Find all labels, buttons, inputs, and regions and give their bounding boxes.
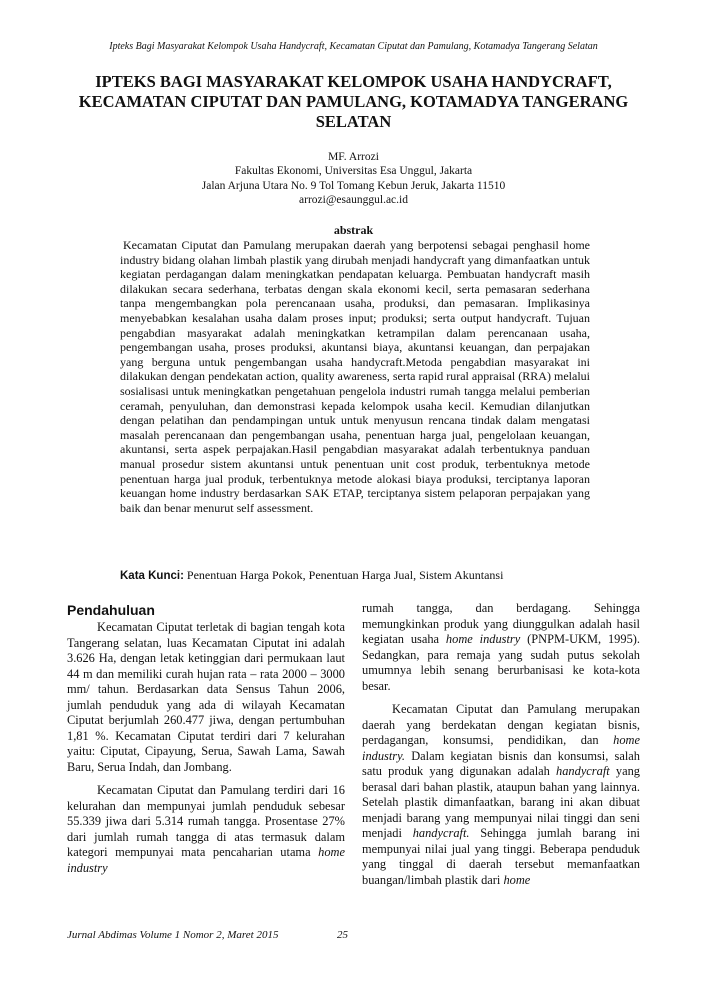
- p3-text-c: yang berasal dari bahan plastik, ataupun bahan yang lainnya. Setelah plastik dimanfaatkan, barang ini akan dibuat menjadi barang yang mempunyai nilai tinggi dan seni menjadi: [362, 764, 640, 840]
- p3-text-d: Sehingga jumlah barang ini mempunyai nilai jual yang tinggi. Beberapa penduduk yang tinggal di daerah tersebut memanfaatkan buangan/limbah plastik dari: [362, 826, 640, 887]
- paper-title: [50, 72, 657, 132]
- abstract-heading: abstrak: [333, 223, 374, 237]
- p3-emphasis-2: handycraft: [556, 764, 610, 778]
- p3-emphasis-3: handycraft.: [412, 826, 470, 840]
- p2-text-b: rumah tangga, dan berdagang. Sehingga memungkinkan produk yang diunggulkan adalah hasil kegiatan usaha: [362, 601, 640, 646]
- title-line-3: SELATAN: [315, 112, 392, 131]
- intro-paragraph-3: [362, 702, 640, 888]
- p2-emphasis-2: home industry: [445, 632, 521, 646]
- p3-emphasis-1: home industry.: [362, 733, 640, 763]
- p2-text-a: Kecamatan Ciputat dan Pamulang terdiri dari 16 kelurahan dan mempunyai jumlah penduduk sebesar 55.339 jiwa dari 5.314 rumah tangga. Prosentase 27% dari jumlah rumah tangga di atas termasuk dalam kategori mempunyai mata pencaharian utama: [67, 783, 345, 859]
- abstract-body: Kecamatan Ciputat dan Pamulang merupakan daerah yang berpotensi sebagai penghasil home industry bidang olahan limbah plastik yang dirubah menjadi handycraft yang dimanfaatkan untuk kegiatan perdagangan dalam meningkatkan pendapatan keluarga. Pembuatan handycraft masih dilakukan secara sederhana, terbatas dengan skala ekonomi kecil, serta pemasaran sederhana tanpa mengembangkan pola perencanaan usaha, produksi, dan pemasaran. Implikasinya menyebabkan kesalahan usaha dalam proses input; produksi; serta output handycraft. Tujuan pengabdian masyarakat adalah meningkatkan ketrampilan dalam perencanaan usaha, pengembangan usaha, proses produksi, akuntansi biaya, akuntansi keuangan, dan perpajakan yang berguna untuk pengembangan usaha handycraft.Metoda pengabdian masyarakat ini dilakukan dengan pendekatan action, quality awareness, serta rapid rural appraisal (RRA) melalui sosialisasi untuk meningkatkan pengetahuan pengelola industri rumah tangga melalui pemberian ceramah, penyuluhan, dan demonstrasi kepada kelompok usaha kecil. Kemudian dilanjutkan dengan pelatihan dan pendampingan untuk untuk menyusun rencana tindak dalam mengatasi masalah perencanaan dan pengembangan usaha, penentuan harga jual, pengelolaan keuangan, akuntansi, serta aspek perpajakan.Hasil pengabdian masyarakat adalah terbentuknya panduan manual prosedur sistem akuntansi untuk penentuan unit cost produk, terbentuknya metode penentuan harga jual produk, terbentuknya metode alokasi biaya produksi, terciptanya laporan keuangan home industry berdasarkan SAK ETAP, terciptanya sistem pelaporan perpajakan yang baik dan benar menurut self assessment.: [120, 238, 590, 515]
- author-email: arrozi@esaunggul.ac.id: [299, 193, 408, 206]
- p2-emphasis: home industry: [67, 845, 345, 875]
- author-name: MF. Arrozi: [328, 151, 379, 163]
- column-left: [67, 601, 345, 876]
- intro-paragraph-1: Kecamatan Ciputat terletak di bagian tengah kota Tangerang selatan, luas Kecamatan Ciputat ini adalah 3.626 Ha, dengan letak ketinggian dari permukaan laut 44 m dan memiliki curah hujan rata – rata 2000 – 3000 mm/ tahun. Berdasarkan data Sensus Tahun 2006, jumlah penduduk yang ada di wilayah Kecamatan Ciputat berjumlah 260.477 jiwa, dengan pertumbuhan 1,81 %. Kecamatan Ciputat terdiri dari 7 kelurahan yaitu: Ciputat, Cipayung, Serua, Sawah Lama, Sawah Baru, Serua Indah, dan Jombang.: [67, 620, 345, 774]
- author-block: [100, 150, 607, 207]
- page-footer: [67, 929, 367, 941]
- p3-text-b: Dalam kegiatan bisnis dan konsumsi, salah satu produk yang digunakan adalah: [362, 748, 640, 778]
- author-address: Jalan Arjuna Utara No. 9 Tol Tomang Kebun Jeruk, Jakarta 11510: [201, 179, 506, 192]
- p3-emphasis-4: home: [503, 872, 531, 887]
- intro-paragraph-2-start: [67, 783, 345, 876]
- journal-citation: Jurnal Abdimas Volume 1 Nomor 2, Maret 2015: [67, 929, 279, 941]
- keywords-label: Kata Kunci:: [120, 570, 184, 582]
- column-right: [362, 601, 640, 888]
- intro-paragraph-2-cont: [362, 601, 640, 694]
- p3-text-a: Kecamatan Ciputat dan Pamulang merupakan daerah yang berdekatan dengan kegiatan bisnis, perdagangan, konsumsi, pendidikan, dan: [362, 702, 640, 747]
- title-line-2: KECAMATAN CIPUTAT DAN PAMULANG, KOTAMADYA TANGERANG: [78, 92, 629, 111]
- p2-text-c: (PNPM-UKM, 1995). Sedangkan, para remaja yang sudah putus sekolah umumnya lebih senang berurbanisasi ke kota-kota besar.: [362, 632, 640, 693]
- keywords-text: Penentuan Harga Pokok, Penentuan Harga Jual, Sistem Akuntansi: [186, 568, 504, 582]
- keywords: [120, 568, 600, 583]
- page-number: 25: [337, 929, 348, 941]
- author-affiliation: Fakultas Ekonomi, Universitas Esa Unggul, Jakarta: [234, 165, 473, 178]
- title-line-1: IPTEKS BAGI MASYARAKAT KELOMPOK USAHA HANDYCRAFT,: [95, 72, 612, 91]
- section-heading-pendahuluan: Pendahuluan: [67, 602, 155, 618]
- running-head: Ipteks Bagi Masyarakat Kelompok Usaha Handycraft, Kecamatan Ciputat dan Pamulang, Kotamadya Tangerang Selatan: [109, 41, 598, 52]
